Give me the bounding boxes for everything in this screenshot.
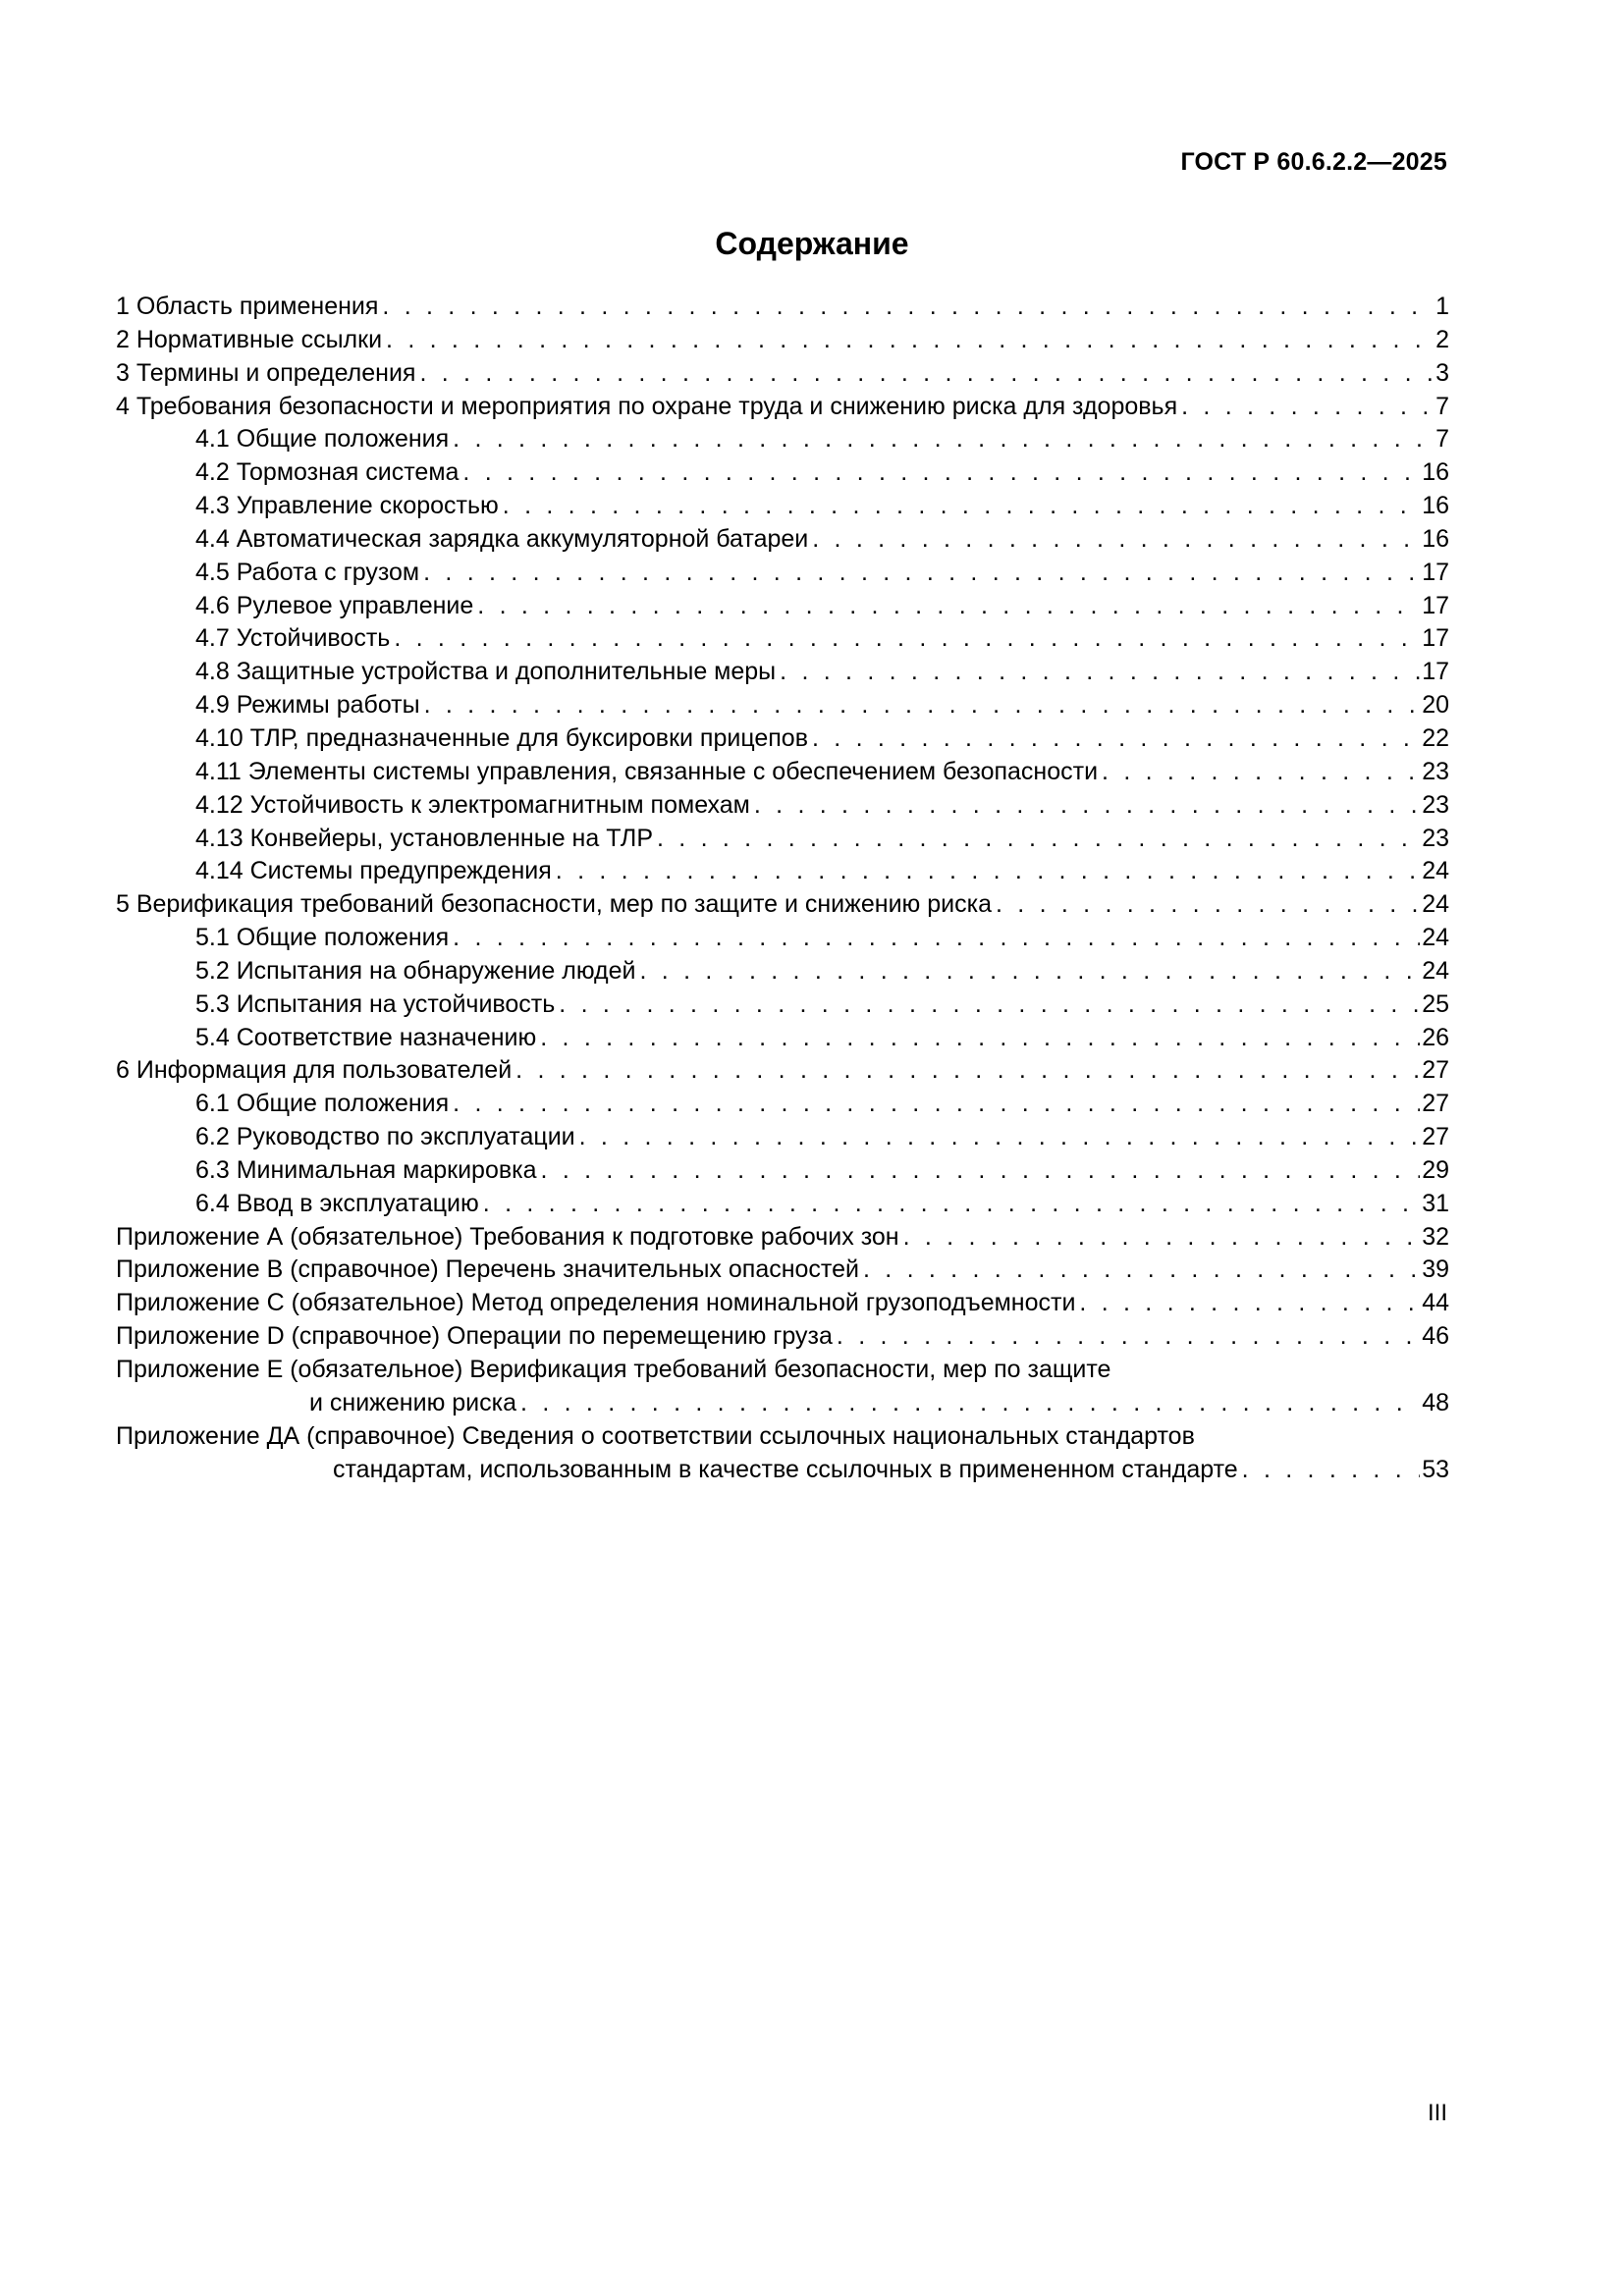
toc-entry[interactable] — [116, 1254, 1449, 1287]
toc-entry-page: 16 — [1422, 492, 1449, 520]
toc-entry-page: 27 — [1422, 1090, 1449, 1118]
toc-entry[interactable] — [116, 590, 1449, 623]
toc-entry-label: 6.2 Руководство по эксплуатации — [195, 1123, 575, 1151]
toc-entry-page: 48 — [1422, 1388, 1449, 1416]
toc-entry-label: и снижению риска — [309, 1388, 517, 1416]
toc-entry-page: 25 — [1422, 989, 1449, 1018]
toc-entry-label: 2 Нормативные ссылки — [116, 325, 383, 353]
toc-entry-page: 23 — [1422, 824, 1449, 852]
toc-entry-label: 4.5 Работа с грузом — [195, 558, 420, 586]
document-code: ГОСТ Р 60.6.2.2—2025 — [1180, 148, 1447, 176]
toc-leader-dots — [754, 789, 1420, 823]
toc-entry-page: 2 — [1435, 325, 1449, 353]
toc-entry-label: Приложение А (обязательное) Требования к подготовке рабочих зон — [116, 1222, 899, 1251]
toc-leader-dots — [503, 490, 1420, 523]
toc-entry-page: 16 — [1422, 524, 1449, 553]
table-of-contents — [116, 291, 1449, 1486]
toc-entry-page: 1 — [1435, 293, 1449, 320]
toc-entry-page: 31 — [1422, 1189, 1449, 1217]
toc-entry-label: 6.4 Ввод в эксплуатацию — [195, 1189, 479, 1217]
toc-entry-page: 17 — [1422, 591, 1449, 619]
toc-entry[interactable] — [116, 888, 1449, 922]
toc-entry-label: стандартам, использованным в качестве ссылочных в примененном стандарте — [333, 1455, 1238, 1483]
toc-entry[interactable] — [116, 656, 1449, 689]
toc-leader-dots — [556, 855, 1420, 888]
toc-entry[interactable] — [116, 823, 1449, 856]
toc-leader-dots — [780, 656, 1420, 689]
toc-entry-page: 17 — [1422, 558, 1449, 586]
toc-leader-dots — [453, 423, 1434, 456]
toc-entry-label: 6.3 Минимальная маркировка — [195, 1155, 537, 1184]
toc-entry-label: 4.7 Устойчивость — [195, 624, 391, 653]
toc-entry-label: 1 Область применения — [116, 293, 379, 320]
toc-leader-dots — [579, 1121, 1421, 1154]
toc-entry-page: 24 — [1422, 924, 1449, 952]
toc-leader-dots — [382, 291, 1434, 324]
toc-leader-dots — [515, 1054, 1420, 1088]
toc-entry[interactable] — [116, 955, 1449, 988]
toc-entry-label: 5.4 Соответствие назначению — [195, 1023, 537, 1051]
toc-leader-dots — [657, 823, 1420, 856]
toc-entry-page: 22 — [1422, 723, 1449, 752]
toc-entry-label: 5.1 Общие положения — [195, 924, 450, 952]
toc-entry-label: 4.13 Конвейеры, установленные на ТЛР — [195, 824, 654, 852]
toc-entry[interactable] — [116, 1054, 1449, 1088]
toc-entry-page: 3 — [1435, 358, 1449, 387]
toc-leader-dots — [520, 1387, 1420, 1420]
toc-leader-dots — [477, 590, 1420, 623]
toc-entry[interactable] — [116, 1188, 1449, 1221]
toc-entry[interactable] — [116, 622, 1449, 656]
toc-entry-page: 24 — [1422, 857, 1449, 885]
toc-entry-label: 4.4 Автоматическая зарядка аккумуляторной батареи — [195, 524, 809, 553]
toc-entry[interactable] — [116, 291, 1449, 324]
toc-entry-label: 6 Информация для пользователей — [116, 1056, 513, 1085]
toc-entry[interactable] — [116, 855, 1449, 888]
toc-entry-label: Приложение В (справочное) Перечень значительных опасностей — [116, 1255, 859, 1284]
toc-entry-page: 16 — [1422, 458, 1449, 487]
toc-entry-continuation[interactable] — [116, 1454, 1449, 1487]
toc-entry-page: 26 — [1422, 1023, 1449, 1051]
toc-leader-dots — [394, 622, 1420, 656]
toc-leader-dots — [541, 1154, 1421, 1188]
toc-entry-label: 4.14 Системы предупреждения — [195, 857, 552, 885]
toc-entry-label: 4.2 Тормозная система — [195, 458, 460, 487]
toc-leader-dots — [1102, 756, 1420, 789]
toc-entry-label: 5.3 Испытания на устойчивость — [195, 989, 556, 1018]
toc-entry[interactable] — [116, 789, 1449, 823]
toc-entry-label: Приложение Е (обязательное) Верификация требований безопасности, мер по защите — [116, 1356, 1111, 1383]
toc-entry-label: 4.1 Общие положения — [195, 425, 450, 454]
toc-entry-page: 17 — [1422, 658, 1449, 686]
toc-entry[interactable] — [116, 1287, 1449, 1320]
toc-entry-label: Приложение D (справочное) Операции по перемещению груза — [116, 1322, 833, 1351]
toc-entry-label: 4.3 Управление скоростью — [195, 492, 499, 520]
toc-entry[interactable] — [116, 456, 1449, 490]
toc-leader-dots — [1181, 391, 1434, 424]
toc-entry-page: 17 — [1422, 624, 1449, 653]
toc-entry-page: 27 — [1422, 1056, 1449, 1085]
toc-entry-page: 24 — [1422, 956, 1449, 985]
toc-entry[interactable] — [116, 1221, 1449, 1255]
toc-entry-page: 23 — [1422, 790, 1449, 819]
toc-entry[interactable] — [116, 1154, 1449, 1188]
toc-entry-label: 4 Требования безопасности и мероприятия по охране труда и снижению риска для здоровья — [116, 392, 1178, 420]
toc-entry[interactable] — [116, 1121, 1449, 1154]
toc-entry[interactable] — [116, 988, 1449, 1022]
toc-leader-dots — [453, 922, 1420, 955]
toc-entry-label: 4.12 Устойчивость к электромагнитным помехам — [195, 790, 750, 819]
toc-entry[interactable] — [116, 357, 1449, 391]
toc-leader-dots — [540, 1022, 1420, 1055]
toc-entry-page: 53 — [1422, 1455, 1449, 1483]
toc-entry[interactable] — [116, 1320, 1449, 1354]
toc-entry[interactable] — [116, 423, 1449, 456]
toc-entry-page: 44 — [1422, 1289, 1449, 1317]
toc-leader-dots — [1079, 1287, 1420, 1320]
toc-entry-page: 46 — [1422, 1322, 1449, 1351]
toc-entry-label: 5.2 Испытания на обнаружение людей — [195, 956, 636, 985]
toc-entry[interactable] — [116, 756, 1449, 789]
toc-leader-dots — [462, 456, 1420, 490]
toc-entry-label: Приложение С (обязательное) Метод определения номинальной грузоподъемности — [116, 1289, 1076, 1317]
toc-leader-dots — [386, 324, 1434, 357]
toc-entry-page: 20 — [1422, 691, 1449, 720]
toc-leader-dots — [903, 1221, 1421, 1255]
toc-leader-dots — [837, 1320, 1420, 1354]
toc-leader-dots — [559, 988, 1420, 1022]
toc-entry[interactable] — [116, 490, 1449, 523]
toc-title: Содержание — [715, 226, 909, 261]
toc-entry-label: 4.10 ТЛР, предназначенные для буксировки прицепов — [195, 723, 808, 752]
toc-entry-label: 4.8 Защитные устройства и дополнительные меры — [195, 658, 777, 686]
toc-leader-dots — [812, 523, 1420, 557]
toc-entry-label: 6.1 Общие положения — [195, 1090, 450, 1118]
toc-entry[interactable] — [116, 523, 1449, 557]
toc-entry-continuation[interactable] — [116, 1387, 1449, 1420]
toc-entry-page: 7 — [1435, 392, 1449, 420]
toc-leader-dots — [419, 357, 1434, 391]
toc-leader-dots — [812, 722, 1420, 756]
toc-entry-label: 4.9 Режимы работы — [195, 691, 420, 720]
toc-leader-dots — [996, 888, 1420, 922]
toc-entry[interactable] — [116, 1354, 1449, 1387]
toc-leader-dots — [453, 1088, 1420, 1121]
toc-entry[interactable] — [116, 324, 1449, 357]
toc-entry-page: 32 — [1422, 1222, 1449, 1251]
toc-leader-dots — [483, 1188, 1420, 1221]
toc-entry-page: 23 — [1422, 757, 1449, 785]
toc-leader-dots — [1242, 1454, 1421, 1487]
toc-entry-label: 4.6 Рулевое управление — [195, 591, 474, 619]
page-number: III — [1427, 2100, 1447, 2126]
toc-leader-dots — [640, 955, 1421, 988]
toc-entry[interactable] — [116, 557, 1449, 590]
toc-entry[interactable] — [116, 689, 1449, 722]
toc-entry[interactable] — [116, 1420, 1449, 1454]
toc-entry[interactable] — [116, 1088, 1449, 1121]
toc-entry[interactable] — [116, 922, 1449, 955]
toc-entry-page: 29 — [1422, 1155, 1449, 1184]
toc-entry-page: 7 — [1435, 425, 1449, 454]
toc-leader-dots — [424, 689, 1421, 722]
toc-leader-dots — [423, 557, 1420, 590]
toc-entry[interactable] — [116, 1022, 1449, 1055]
toc-entry-label: 3 Термины и определения — [116, 358, 416, 387]
toc-entry[interactable] — [116, 722, 1449, 756]
toc-leader-dots — [863, 1254, 1420, 1287]
toc-entry-label: 4.11 Элементы системы управления, связанные с обеспечением безопасности — [195, 757, 1099, 785]
toc-entry-page: 39 — [1422, 1255, 1449, 1284]
toc-entry[interactable] — [116, 391, 1449, 424]
toc-entry-page: 27 — [1422, 1123, 1449, 1151]
toc-entry-page: 24 — [1422, 890, 1449, 919]
toc-entry-label: Приложение ДА (справочное) Сведения о соответствии ссылочных национальных стандартов — [116, 1421, 1195, 1450]
toc-entry-label: 5 Верификация требований безопасности, мер по защите и снижению риска — [116, 890, 992, 919]
